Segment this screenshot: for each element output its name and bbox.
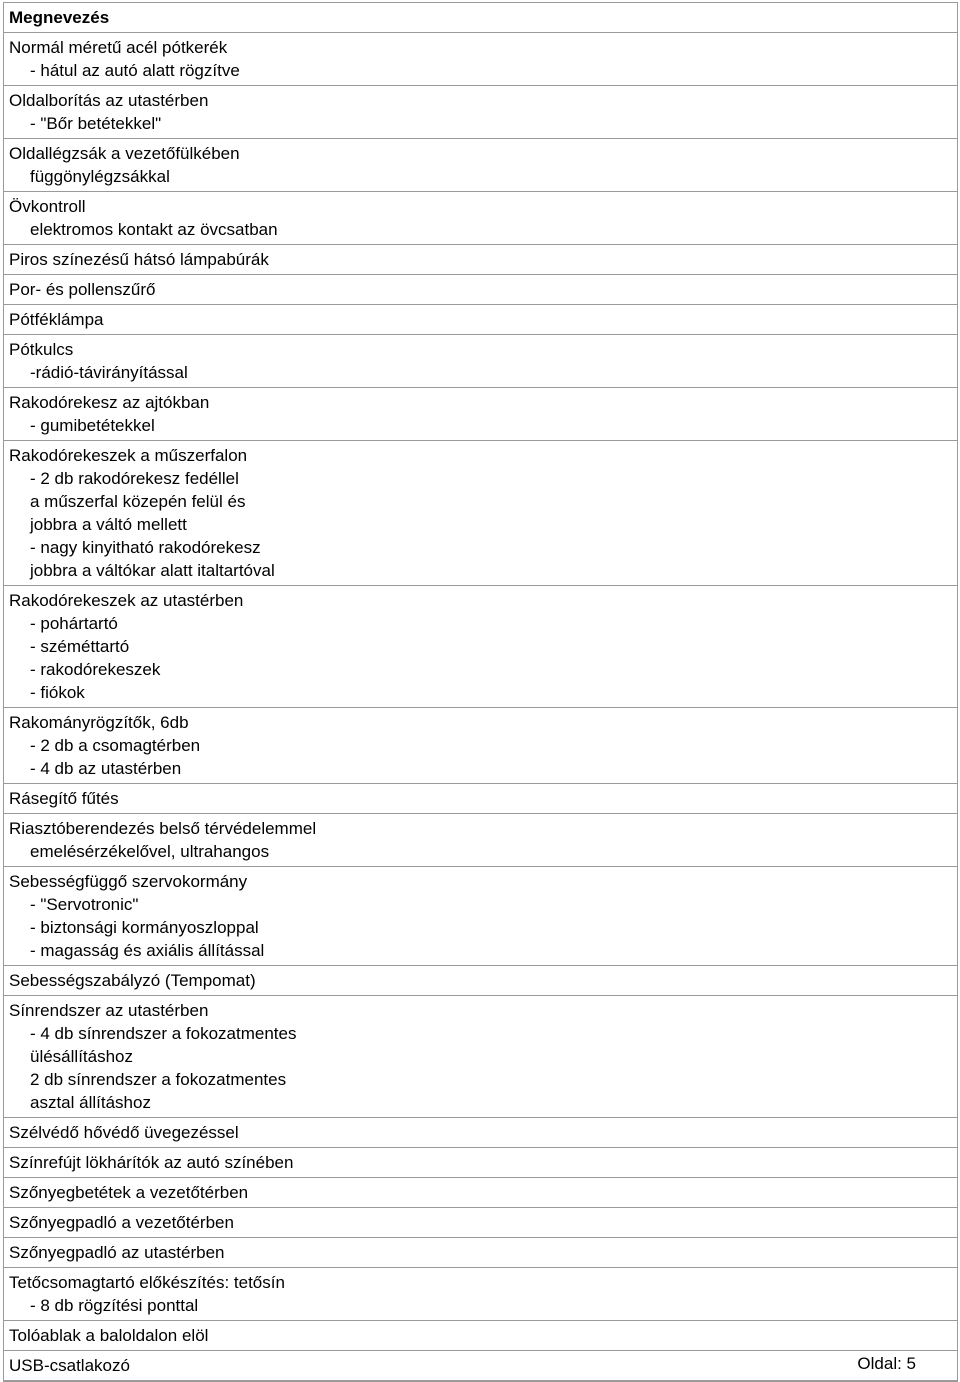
item-name: USB-csatlakozó (9, 1356, 130, 1375)
table-row (4, 1148, 957, 1178)
item-name: Sínrendszer az utastérben (9, 1001, 209, 1020)
item-detail: emelésérzékelővel, ultrahangos (30, 842, 270, 861)
item-detail: - rakodórekeszek (30, 660, 161, 679)
table-row (4, 388, 957, 441)
table-row (4, 86, 957, 139)
item-detail: függönylégzsákkal (30, 167, 170, 186)
table-row (4, 1351, 957, 1381)
item-name: Oldalborítás az utastérben (9, 91, 209, 110)
item-name: Piros színezésű hátsó lámpabúrák (9, 250, 269, 269)
item-name: Pótféklámpa (9, 310, 104, 329)
table-row (4, 784, 957, 814)
item-detail: - fiókok (30, 683, 85, 702)
item-detail: asztal állításhoz (30, 1093, 151, 1112)
item-name: Tolóablak a baloldalon elöl (9, 1326, 209, 1345)
table-body (4, 33, 957, 1381)
item-detail: - 4 db sínrendszer a fokozatmentes (30, 1024, 297, 1043)
item-detail: - 8 db rögzítési ponttal (30, 1296, 199, 1315)
table-row (4, 441, 957, 586)
item-name: Színrefújt lökhárítók az autó színében (9, 1153, 294, 1172)
table-row (4, 1321, 957, 1351)
item-detail: - biztonsági kormányoszloppal (30, 918, 259, 937)
table-row (4, 335, 957, 388)
table-row (4, 814, 957, 867)
table-row (4, 867, 957, 966)
item-name: Szőnyegpadló a vezetőtérben (9, 1213, 234, 1232)
item-detail: jobbra a váltókar alatt italtartóval (30, 561, 275, 580)
item-detail: elektromos kontakt az övcsatban (30, 220, 278, 239)
item-name: Por- és pollenszűrő (9, 280, 156, 299)
table-header: Megnevezés (4, 3, 957, 33)
table-row (4, 996, 957, 1118)
table-row (4, 708, 957, 784)
table-row (4, 1238, 957, 1268)
table-row (4, 275, 957, 305)
item-detail: - 2 db a csomagtérben (30, 736, 201, 755)
item-name: Övkontroll (9, 197, 86, 216)
item-name: Tetőcsomagtartó előkészítés: tetősín (9, 1273, 285, 1292)
item-name: Normál méretű acél pótkerék (9, 38, 228, 57)
item-detail: -rádió-távirányítással (30, 363, 188, 382)
item-name: Sebességfüggő szervokormány (9, 872, 248, 891)
item-detail: - "Bőr betétekkel" (30, 114, 162, 133)
item-detail: - hátul az autó alatt rögzítve (30, 61, 240, 80)
item-name: Pótkulcs (9, 340, 74, 359)
item-name: Riasztóberendezés belső térvédelemmel (9, 819, 317, 838)
table-row (4, 139, 957, 192)
table-row (4, 586, 957, 708)
item-detail: - pohártartó (30, 614, 118, 633)
table-row (4, 305, 957, 335)
table-row (4, 192, 957, 245)
item-detail: jobbra a váltó mellett (30, 515, 187, 534)
item-name: Rakodórekeszek a műszerfalon (9, 446, 248, 465)
item-name: Rásegítő fűtés (9, 789, 119, 808)
item-detail: ülésállításhoz (30, 1047, 134, 1066)
item-detail: - "Servotronic" (30, 895, 139, 914)
table-row (4, 1118, 957, 1148)
page-number: Oldal: 5 (857, 1354, 916, 1373)
item-detail: - gumibetétekkel (30, 416, 155, 435)
item-name: Szélvédő hővédő üvegezéssel (9, 1123, 239, 1142)
table-row (4, 1208, 957, 1238)
item-detail: a műszerfal közepén felül és (30, 492, 246, 511)
table-row (4, 245, 957, 275)
item-name: Rakományrögzítők, 6db (9, 713, 189, 732)
table-row (4, 966, 957, 996)
item-detail: - nagy kinyitható rakodórekesz (30, 538, 261, 557)
equipment-table (3, 2, 958, 1382)
item-name: Sebességszabályzó (Tempomat) (9, 971, 256, 990)
table-row (4, 1178, 957, 1208)
item-name: Szőnyegbetétek a vezetőtérben (9, 1183, 249, 1202)
table-row (4, 1268, 957, 1321)
item-detail: 2 db sínrendszer a fokozatmentes (30, 1070, 287, 1089)
item-name: Szőnyegpadló az utastérben (9, 1243, 225, 1262)
item-name: Oldallégzsák a vezetőfülkében (9, 144, 240, 163)
item-detail: - széméttartó (30, 637, 130, 656)
item-detail: - 2 db rakodórekesz fedéllel (30, 469, 239, 488)
item-name: Rakodórekesz az ajtókban (9, 393, 210, 412)
table-row (4, 33, 957, 86)
item-detail: - 4 db az utastérben (30, 759, 182, 778)
item-name: Rakodórekeszek az utastérben (9, 591, 244, 610)
item-detail: - magasság és axiális állítással (30, 941, 265, 960)
